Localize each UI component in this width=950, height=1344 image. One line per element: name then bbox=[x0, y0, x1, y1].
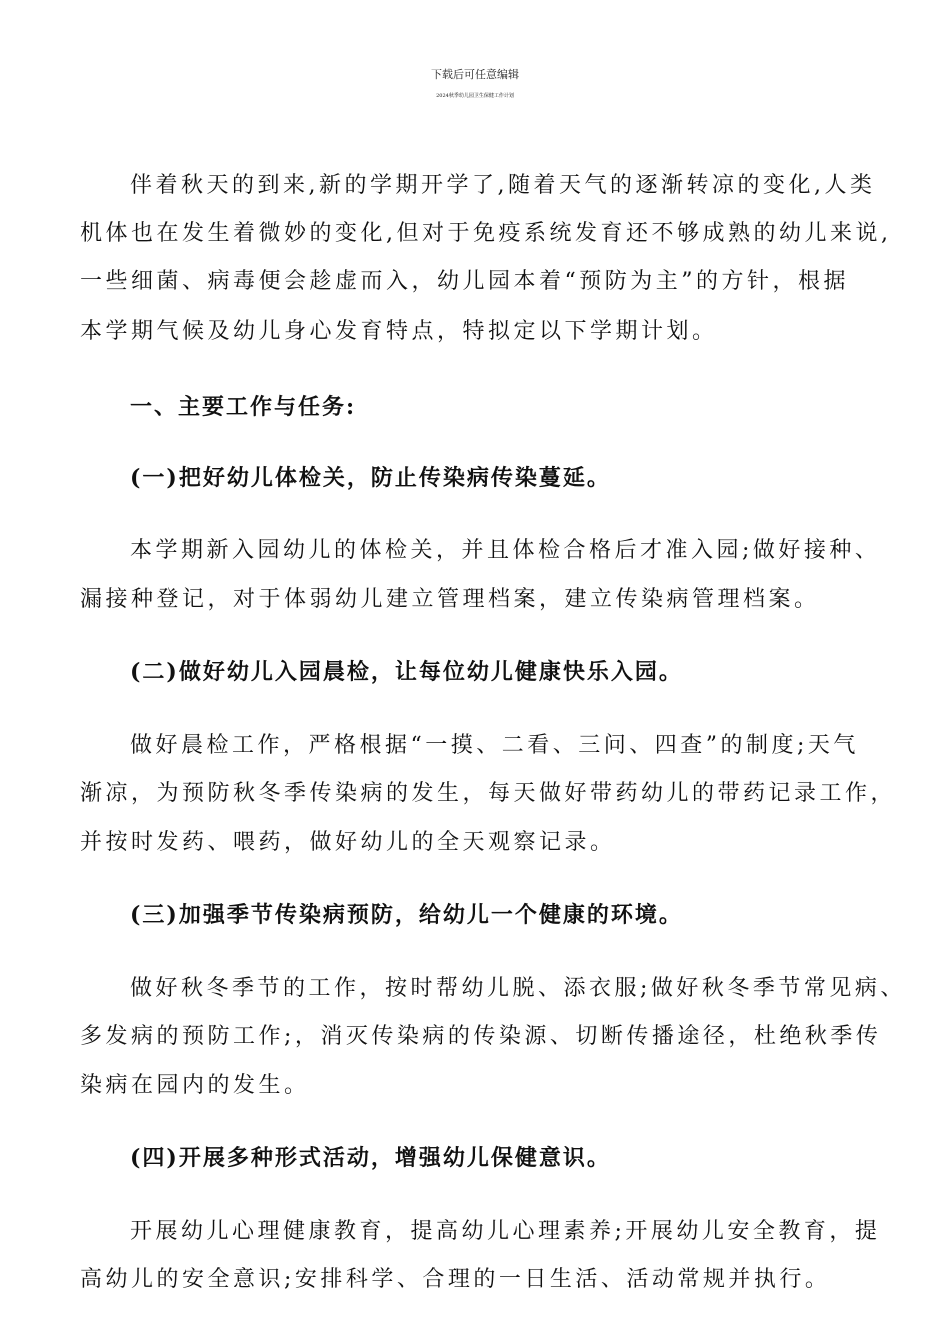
header-note: 下载后可任意编辑 bbox=[431, 68, 519, 81]
item-heading: (四)开展多种形式活动，增强幼儿保健意识。 bbox=[130, 1145, 611, 1171]
paragraph-line: 多发病的预防工作;，消灭传染病的传染源、切断传播途径，杜绝秋季传 bbox=[80, 1024, 882, 1049]
paragraph-line: 渐凉，为预防秋冬季传染病的发生，每天做好带药幼儿的带药记录工作， bbox=[80, 781, 897, 806]
page-title: 2024秋季幼儿园卫生保健工作计划 bbox=[436, 93, 514, 99]
paragraph-line: 伴着秋天的到来,新的学期开学了,随着天气的逐渐转凉的变化,人类 bbox=[130, 173, 876, 198]
paragraph-line: 做好秋冬季节的工作，按时帮幼儿脱、添衣服;做好秋冬季节常见病、 bbox=[130, 976, 906, 1001]
paragraph-line: 机体也在发生着微妙的变化,但对于免疫系统发育还不够成熟的幼儿来说, bbox=[80, 221, 892, 246]
item-heading: (一)把好幼儿体检关，防止传染病传染蔓延。 bbox=[130, 465, 611, 491]
paragraph-line: 做好晨检工作，严格根据“一摸、二看、三问、四查”的制度;天气 bbox=[130, 733, 859, 758]
item-heading: (二)做好幼儿入园晨检，让每位幼儿健康快乐入园。 bbox=[130, 659, 683, 685]
paragraph-line: 本学期新入园幼儿的体检关，并且体检合格后才准入园;做好接种、 bbox=[130, 538, 881, 563]
paragraph-line: 染病在园内的发生。 bbox=[80, 1073, 310, 1098]
paragraph-line: 一些细菌、病毒便会趁虚而入，幼儿园本着“预防为主”的方针，根据 bbox=[80, 269, 849, 294]
paragraph-line: 开展幼儿心理健康教育，提高幼儿心理素养;开展幼儿安全教育，提 bbox=[130, 1219, 881, 1244]
item-heading: (三)加强季节传染病预防，给幼儿一个健康的环境。 bbox=[130, 902, 683, 928]
paragraph-line: 高幼儿的安全意识;安排科学、合理的一日生活、活动常规并执行。 bbox=[80, 1267, 831, 1292]
paragraph-line: 并按时发药、喂药，做好幼儿的全天观察记录。 bbox=[80, 830, 616, 855]
paragraph-line: 本学期气候及幼儿身心发育特点，特拟定以下学期计划。 bbox=[80, 319, 718, 344]
section-heading: 一、主要工作与任务: bbox=[130, 394, 357, 420]
paragraph-line: 漏接种登记，对于体弱幼儿建立管理档案，建立传染病管理档案。 bbox=[80, 587, 820, 612]
